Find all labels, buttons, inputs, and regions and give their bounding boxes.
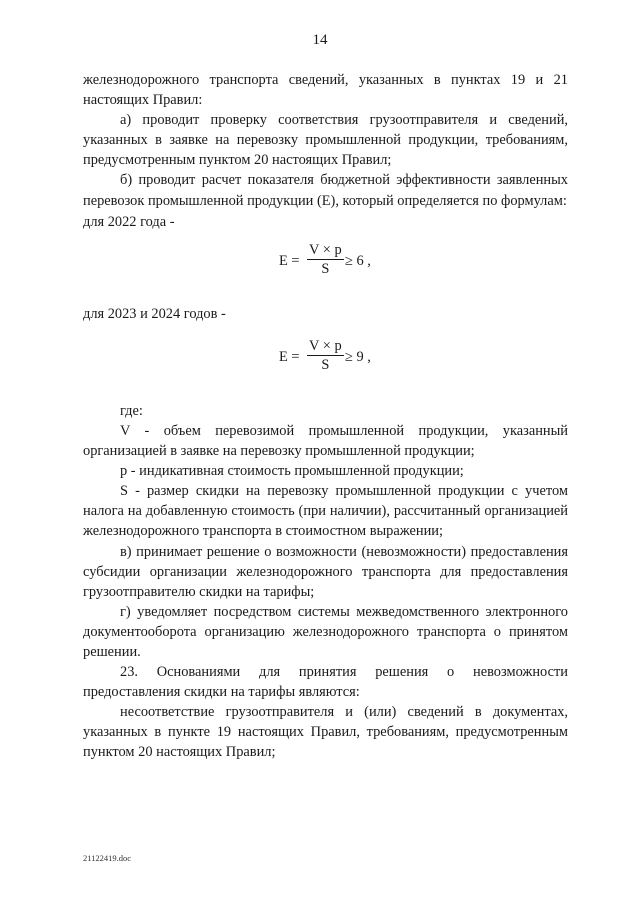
- formula-2-lhs: E =: [279, 348, 300, 365]
- paragraph-23: 23. Основаниями для принятия решения о невозможности предоставления скидки на тарифы являются:: [83, 664, 568, 701]
- paragraph-continuation: железнодорожного транспорта сведений, указанных в пунктах 19 и 21 настоящих Правил:: [83, 72, 568, 109]
- formula-1-fraction: [307, 242, 344, 278]
- paragraph-item-a: а) проводит проверку соответствия грузоотправителя и сведений, указанных в заявке на перевозку промышленной продукции, требованиям, предусмотренным пунктом 20 настоящих Правил;: [83, 112, 568, 169]
- document-body: [83, 70, 568, 763]
- formula-1-rhs: ≥ 6 ,: [345, 252, 371, 269]
- paragraph-item-b: б) проводит расчет показателя бюджетной эффективности заявленных перевозок промышленной продукции (Е), который определяется по формулам:: [83, 172, 568, 209]
- formula-2-heading: для 2023 и 2024 годов -: [83, 305, 226, 322]
- definition-p: р - индикативная стоимость промышленной продукции;: [120, 463, 464, 480]
- definition-s: S - размер скидки на перевозку промышленной продукции с учетом налога на добавленную стоимость (при наличии), рассчитанный организацией железнодорожного транспорта в стоимостном выражении;: [83, 483, 568, 540]
- paragraph-item-v: в) принимает решение о возможности (невозможности) предоставления субсидии организации железнодорожного транспорта для предоставления грузоотправителю скидки на тарифы;: [83, 543, 568, 600]
- formula-2-numerator: V × p: [309, 337, 342, 354]
- formula-1-lhs: E =: [279, 252, 300, 269]
- definition-v: V - объем перевозимой промышленной продукции, указанный организацией в заявке на перевозку промышленной продукции;: [83, 422, 568, 460]
- where-label: где:: [120, 402, 143, 419]
- formula-2: [83, 336, 568, 380]
- formula-2-denominator: S: [321, 356, 330, 373]
- paragraph-item-g: г) уведомляет посредством системы межведомственного электронного документооборота организацию железнодорожного транспорта о принятом решении.: [83, 603, 568, 660]
- formula-1-numerator: V × p: [309, 241, 342, 258]
- formula-1-heading: для 2022 года -: [83, 213, 175, 230]
- formula-2-fraction: [307, 338, 344, 374]
- formula-1-denominator: S: [321, 260, 330, 277]
- page-number: 14: [312, 32, 328, 48]
- formula-2-rhs: ≥ 9 ,: [345, 348, 371, 365]
- paragraph-mismatch: несоответствие грузоотправителя и (или) сведений в документах, указанных в пункте 19 настоящих Правил, требованиям, предусмотренным пунктом 20 настоящих Правил;: [83, 704, 568, 761]
- formula-1: [83, 240, 568, 284]
- footer-filename: 21122419.doc: [83, 853, 132, 863]
